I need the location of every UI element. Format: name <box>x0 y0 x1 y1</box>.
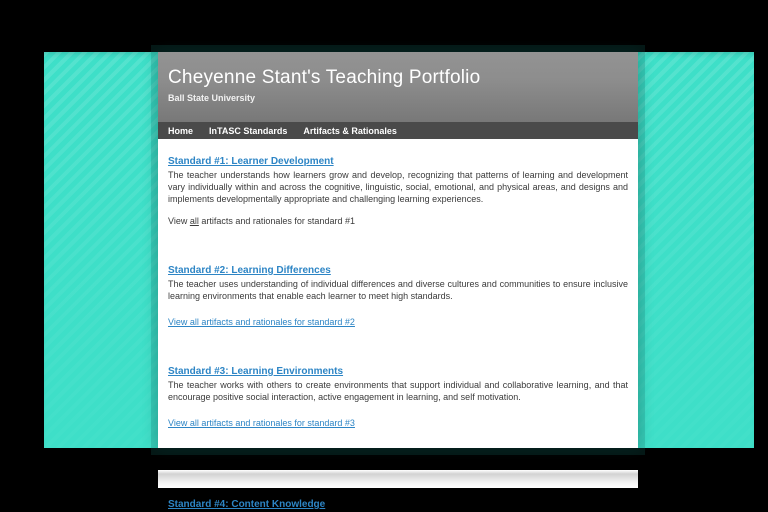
site-header <box>158 52 638 122</box>
standard-3-section <box>168 361 628 462</box>
site-subtitle: Ball State University <box>168 93 256 103</box>
standard-2-link[interactable]: Standard #2: Learning Differences <box>168 265 331 276</box>
scroll-fade-divider <box>158 470 638 488</box>
view-suffix-text: artifacts and rationales for standard #1 <box>198 216 355 226</box>
nav-item-intasc-standards[interactable]: InTASC Standards <box>209 125 288 136</box>
standard-1-section <box>168 151 628 227</box>
page-content <box>158 139 638 512</box>
view-all-link[interactable]: all <box>189 216 199 226</box>
standard-1-view-line <box>168 215 628 227</box>
standard-2-section <box>168 260 628 361</box>
view-prefix-text: View <box>168 216 190 226</box>
standard-3-description: The teacher works with others to create environments that support individual and collaborative learning, and that encourage positive social interaction, active engagement in learning, and self motivation. <box>168 380 628 402</box>
standard-3-view-link[interactable]: View all artifacts and rationales for standard #3 <box>168 418 355 428</box>
standard-4-link[interactable]: Standard #4: Content Knowledge <box>168 499 326 510</box>
standard-1-description: The teacher understands how learners grow and develop, recognizing that patterns of learning and development vary individually within and across the cognitive, linguistic, social, emotional, and physical areas, and designs and implements developmentally appropriate and challenging learning experiences. <box>168 170 628 204</box>
standard-4-section <box>168 494 628 512</box>
standard-2-description: The teacher uses understanding of individual differences and diverse cultures and communities to ensure inclusive learning environments that enable each learner to meet high standards. <box>168 279 628 301</box>
portfolio-page <box>158 52 638 510</box>
standard-2-view-link[interactable]: View all artifacts and rationales for standard #2 <box>168 317 355 327</box>
desktop-background <box>44 52 754 510</box>
standard-3-link[interactable]: Standard #3: Learning Environments <box>168 366 344 377</box>
main-nav <box>158 122 638 139</box>
nav-item-home[interactable]: Home <box>168 125 194 136</box>
nav-item-artifacts-rationales[interactable]: Artifacts & Rationales <box>303 125 397 136</box>
standard-1-link[interactable]: Standard #1: Learner Development <box>168 156 334 167</box>
site-title: Cheyenne Stant's Teaching Portfolio <box>168 67 481 88</box>
